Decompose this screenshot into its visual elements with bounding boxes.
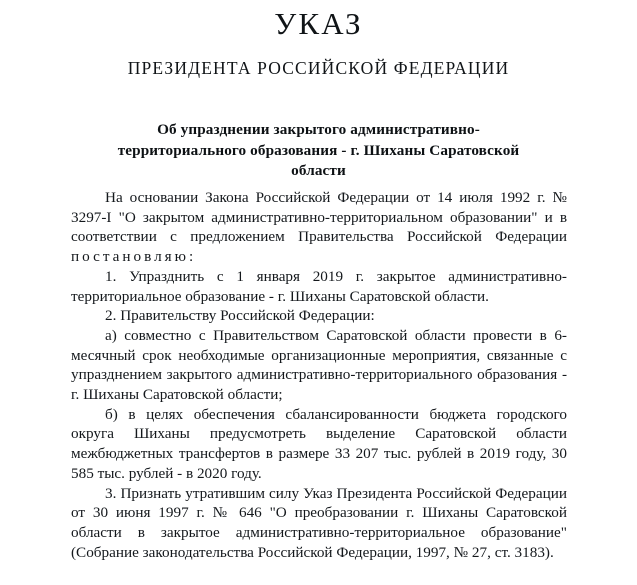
page-title: УКАЗ xyxy=(274,6,363,41)
document-masthead xyxy=(0,0,637,78)
paragraph-preamble xyxy=(71,188,567,267)
document-heading xyxy=(109,78,529,182)
paragraph-item-2b: б) в целях обеспечения сбалансированности бюджета городского округа Шиханы предусмотреть выделение Саратовской области межбюджетных трансфертов в размере 33 207 тыс. рублей в 2019 году, 30 585 тыс. рублей - в 2020 году. xyxy=(71,405,567,482)
paragraph-item-2a: а) совместно с Правительством Саратовской области провести в 6-месячный срок необходимые организационные мероприятия, связанные с упразднением закрытого административно-территориального образования - г. Шиханы Саратовской области; xyxy=(71,326,567,404)
preamble-text: На основании Закона Российской Федерации от 14 июля 1992 г. № 3297-I "О закрытом административно-территориальном образовании" и в соответствии с предложением Правительства Российской Федерации xyxy=(71,189,567,246)
heading-line: территориального образования - г. Шиханы Саратовской xyxy=(117,141,520,159)
heading-line: области xyxy=(291,162,346,180)
paragraph-item-1: 1. Упразднить с 1 января 2019 г. закрытое административно-территориальное образование - г. Шиханы Саратовской области. xyxy=(71,267,567,305)
preamble-decree-verb: постановляю xyxy=(71,248,190,266)
document-subtitle: ПРЕЗИДЕНТА РОССИЙСКОЙ ФЕДЕРАЦИИ xyxy=(127,57,510,78)
paragraph-item-3: 3. Признать утратившим силу Указ Президента Российской Федерации от 30 июня 1997 г. № 646 "О преобразовании г. Шиханы Саратовской области в закрытое административно-территориальное образование" (Собрание законодательства Российской Федерации, 1997, № 27, ст. 3183). xyxy=(71,484,567,561)
document-body xyxy=(71,188,567,562)
preamble-colon: : xyxy=(189,248,194,266)
heading-line: Об упразднении закрытого административно- xyxy=(157,120,480,138)
paragraph-item-2: 2. Правительству Российской Федерации: xyxy=(105,307,375,325)
